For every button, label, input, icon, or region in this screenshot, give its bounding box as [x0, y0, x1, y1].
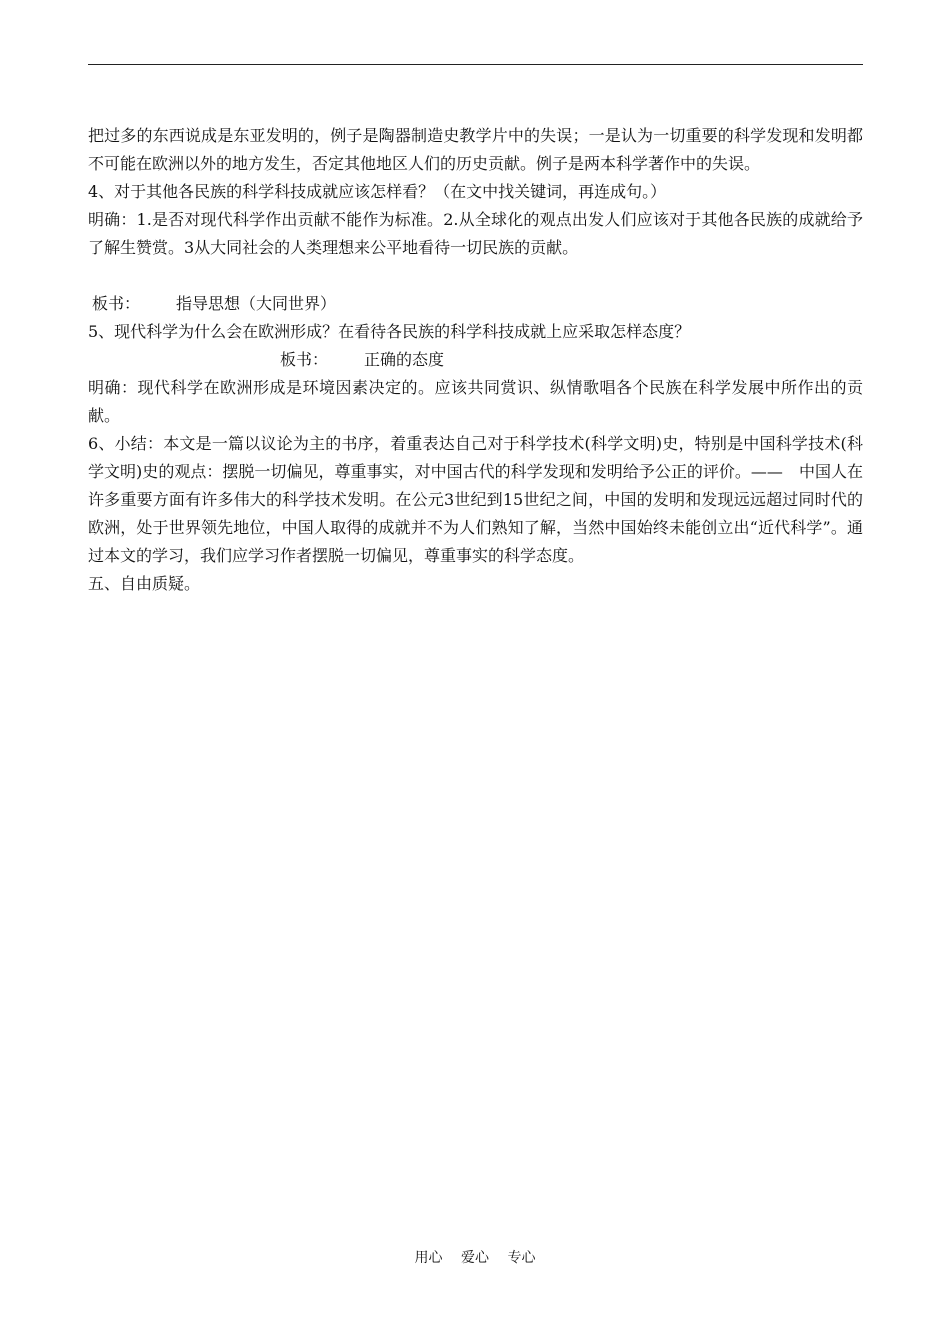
board-text: 正确的态度: [364, 350, 445, 369]
answer-4: 明确：1.是否对现代科学作出贡献不能作为标准。2.从全球化的观点出发人们应该对于其他各民族的成就给予了解生赞赏。3从大同社会的人类理想来公平地看待一切民族的贡献。: [88, 210, 863, 257]
paragraph-intro: 把过多的东西说成是东亚发明的，例子是陶器制造史教学片中的失误；一是认为一切重要的科学发现和发明都不可能在欧洲以外的地方发生，否定其他地区人们的历史贡献。例子是两本科学著作中的失误。: [88, 126, 863, 173]
board-note-1: [88, 290, 863, 318]
question-4: 4、对于其他各民族的科学科技成就应该怎样看？（在文中找关键词，再连成句。）: [88, 182, 667, 201]
blank-line: [88, 262, 863, 290]
page-footer: [0, 1248, 950, 1268]
question-5: 5、现代科学为什么会在欧洲形成？在看待各民族的科学科技成就上应采取怎样态度？: [88, 322, 691, 341]
board-label: 板书：: [92, 294, 141, 313]
summary-6: 6、小结：本文是一篇以议论为主的书序，着重表达自己对于科学技术(科学文明)史，特别是中国科学技术(科学文明)史的观点：摆脱一切偏见，尊重事实，对中国古代的科学发现和发明给予公正的评价。—— 中国人在许多重要方面有许多伟大的科学技术发明。在公元3世纪到15世纪之间，中国的发明和发现远远超过同时代的欧洲，处于世界领先地位，中国人取得的成就并不为人们熟知了解，当然中国始终未能创立出“近代科学”。通过本文的学习，我们应学习作者摆脱一切偏见，尊重事实的科学态度。: [88, 434, 863, 565]
board-text: 指导思想（大同世界）: [176, 294, 337, 313]
document-body: [88, 122, 863, 598]
footer-word: 用心: [414, 1250, 443, 1266]
board-note-2: [88, 346, 863, 374]
footer-word: 专心: [507, 1250, 536, 1266]
header-rule: [88, 64, 863, 65]
board-label: 板书：: [280, 350, 329, 369]
answer-5: 明确：现代科学在欧洲形成是环境因素决定的。应该共同赏识、纵情歌唱各个民族在科学发展中所作出的贡献。: [88, 378, 863, 425]
section-5-heading: 五、自由质疑。: [88, 574, 201, 593]
footer-word: 爱心: [461, 1250, 489, 1266]
